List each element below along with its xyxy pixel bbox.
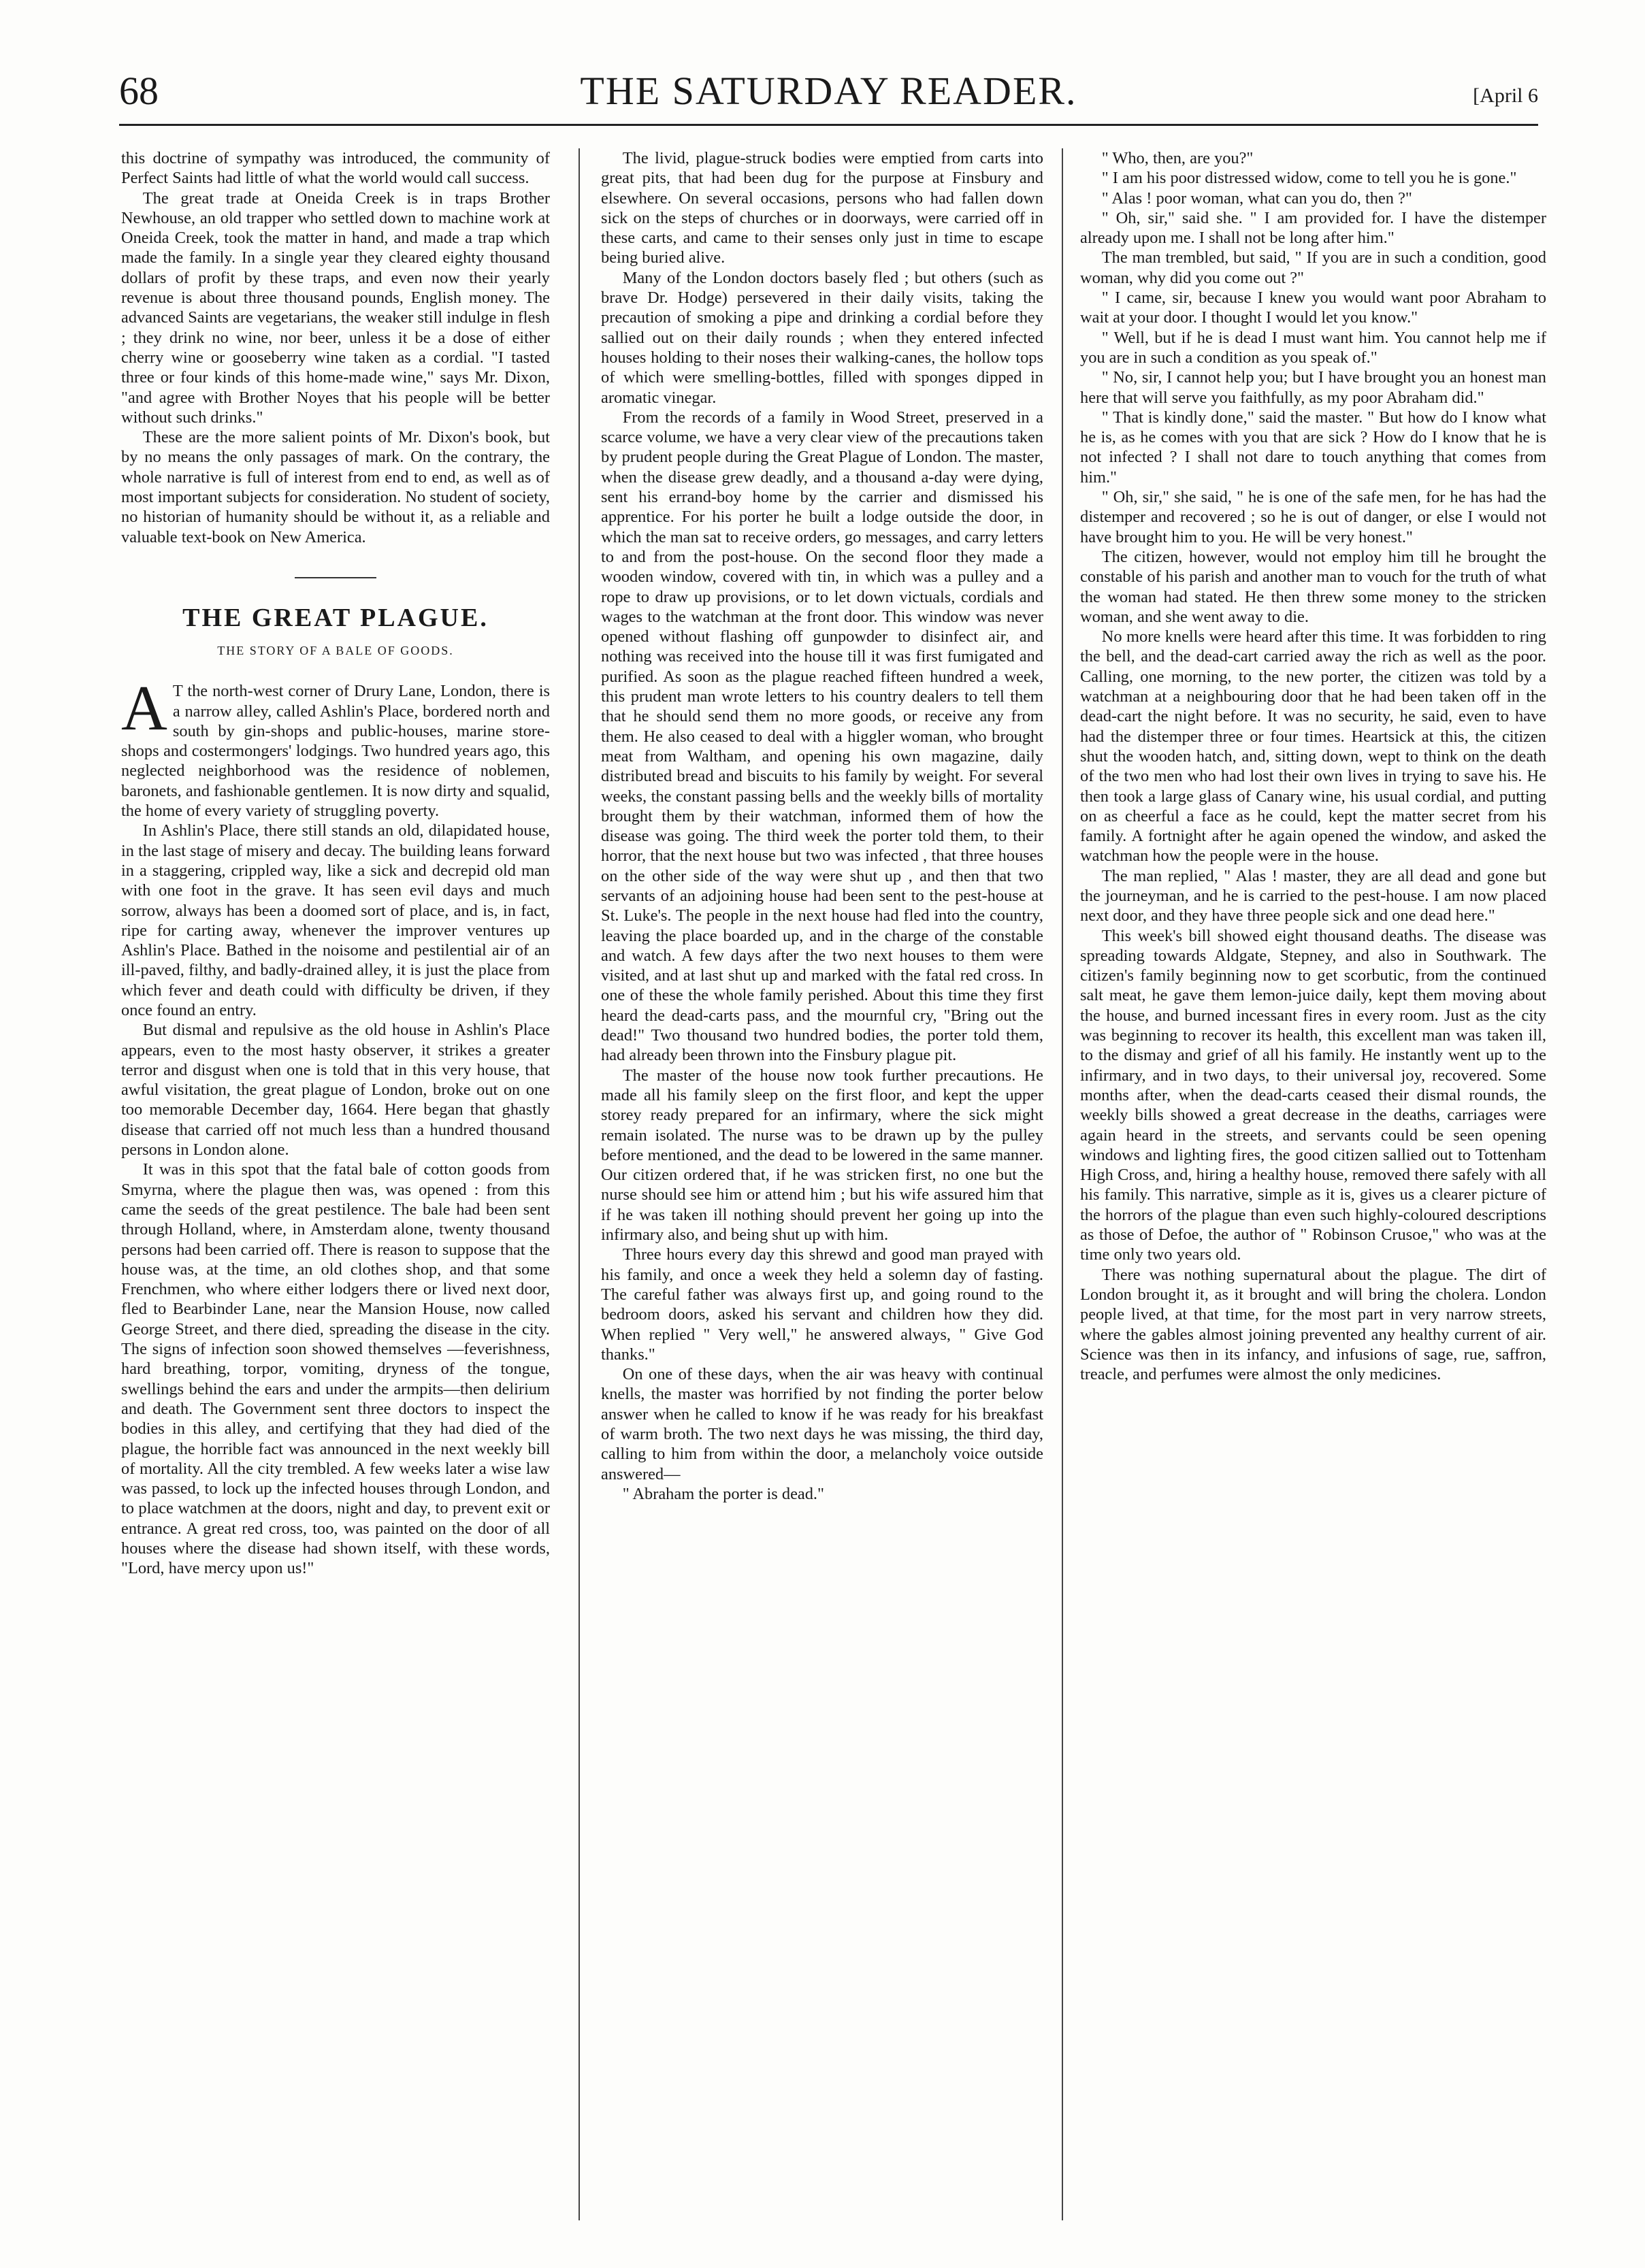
paragraph: " Who, then, are you?"	[1101, 149, 1254, 167]
article-title: THE GREAT PLAGUE.	[182, 603, 489, 632]
column-3	[1080, 148, 1546, 2227]
paragraph: These are the more salient points of Mr. Dixon's book, but by no means the only passages of mark. On the contrary, the whole narrative is full of interest from end to end, as well as of most important subjects for consideration. No student of society, no historian of humanity should be without it, as a reliable and valuable text-book on New America.	[121, 428, 550, 546]
paragraph: " Abraham the porter is dead."	[622, 1484, 824, 1503]
paragraph: But dismal and repulsive as the old house in Ashlin's Place appears, even to the most hasty observer, it strikes a greater terror and disgust when one is told that in this very house, that awful visitation, the great plague of London, broke out on one too memorable December day, 1664. Here began that ghastly disease that carried off not much less than a hundred thousand persons in London alone.	[121, 1021, 550, 1160]
paragraph: " Well, but if he is dead I must want him. You cannot help me if you are in such a condition as you speak of."	[1080, 328, 1546, 367]
paragraph: The man replied, " Alas ! master, they are all dead and gone but the journeyman, and he is carried to the pest-house. I am now placed next door, and they have three people sick and one dead here."	[1080, 866, 1546, 925]
paragraph: It was in this spot that the fatal bale of cotton goods from Smyrna, where the plague then was, was opened : from this came the seeds of the great pestilence. The bale had been sent through Holland, where, in Amsterdam alone, twenty thousand persons had been carried off. There is reason to suppose that the house was, at the time, an old clothes shop, and that some Frenchmen, who where either lodgers there or lived next door, fled to Bearbinder Lane, near the Mansion House, now called George Street, and there died, spreading the disease in the city. The signs of infection soon showed themselves —feverishness, hard breathing, torpor, vomiting, dryness of the tongue, swellings behind the ears and under the armpits—then delirium and death. The Government sent three doctors to inspect the bodies in this alley, and certifying that they had died of the plague, the horrible fact was announced in the next weekly bill of mortality. All the city trembled. A few weeks later a wise law was passed, to lock up the infected houses through London, and to place watchmen at the doors, night and day, to prevent exit or entrance. A great red cross, too, was painted on the door of all houses where the disease had shown itself, with these words, "Lord, have mercy upon us!"	[121, 1160, 550, 1578]
article-subtitle: THE STORY OF A BALE OF GOODS.	[217, 643, 454, 657]
paragraph: On one of these days, when the air was heavy with continual knells, the master was horrified by not finding the porter below answer when he called to know if he was ready for his breakfast of warm broth. The two next days he was missing, the third day, calling to him from within the door, a melancholy voice outside answered—	[601, 1365, 1043, 1483]
paragraph: The livid, plague-struck bodies were emptied from carts into great pits, that had been dug for the purpose at Finsbury and elsewhere. On several occasions, persons who had fallen down sick on the steps of churches or in doorways, were carried off in these carts, and came to their senses only just in time to escape being buried alive.	[601, 149, 1043, 267]
paragraph: There was nothing supernatural about the plague. The dirt of London brought it, as it brought and will bring the cholera. London people lived, at that time, for the most part in very narrow streets, where the gables almost joining prevented any healthy current of air. Science was then in its infancy, and infusions of sage, rue, saffron, treacle, and perfumes were almost the only medicines.	[1080, 1265, 1546, 1384]
running-title: THE SATURDAY READER.	[580, 69, 1077, 113]
paragraph: AT the north-west corner of Drury Lane, London, there is a narrow alley, called Ashlin's Place, bordered north and south by gin-shops and public-houses, marine store-shops and costermongers' lodgings. Two hundred years ago, this neglected neighborhood was the residence of noblemen, baronets, and fashionable gentlemen. It is now dirty and squalid, the home of every variety of struggling poverty.	[121, 673, 550, 821]
paragraph: No more knells were heard after this time. It was forbidden to ring the bell, and the dead-cart carried away the rich as well as the poor. Calling, one morning, to the new porter, the citizen was told by a watchman at a neighbouring door that he had been taken off in the dead-cart the night before. It was no security, he said, even to have had the distemper three or four times. Heartsick at this, the citizen shut the wooden hatch, and, sitting down, wept to think on the death of the two men who had lost their own lives in trying to save his. He then took a large glass of Canary wine, his usual cordial, and putting on as cheerful a face as he could, kept the matter secret from his family. A fortnight after he again opened the window, and asked the watchman how the people were in the house.	[1080, 627, 1546, 866]
paragraph: " Oh, sir," said she. " I am provided for. I have the distemper already upon me. I shall not be long after him."	[1080, 208, 1546, 248]
paragraph: " That is kindly done," said the master. " But how do I know what he is, as he comes with you that are sick ? How do I know that he is not infected ? I shall not dare to touch anything that comes from him."	[1080, 408, 1546, 487]
column-divider	[579, 148, 580, 2220]
paragraph: Three hours every day this shrewd and good man prayed with his family, and once a week they held a solemn day of fasting. The careful father was always first up, and going round to the bedroom doors, asked his servant and children how they did. When replied " Very well," he answered always, " Give God thanks."	[601, 1245, 1043, 1364]
header-rule	[119, 124, 1538, 126]
issue-date: [April 6	[1473, 84, 1538, 107]
column-divider	[1062, 148, 1063, 2220]
section-separator	[295, 577, 376, 578]
column-2	[601, 148, 1043, 2227]
paragraph: From the records of a family in Wood Street, preserved in a scarce volume, we have a very clear view of the precautions taken by prudent people during the Great Plague of London. The master, when the disease grew deadly, and a thousand a-day were dying, sent his errand-boy home by the carrier and dismissed his apprentice. For his porter he built a lodge outside the door, in which the man sat to receive orders, go messages, and carry letters to and from the post-house. On the second floor they made a wooden window, covered with tin, in which was a pulley and a rope to draw up provisions, or to let down victuals, cordials and wages to the watchman at the front door. This window was never opened without flashing off gunpowder to disinfect air, and nothing was received into the house till it was first fumigated and purified. As soon as the plague reached fifteen hundred a week, this prudent man wrote letters to his country dealers to tell them that he should send them no more goods, or receive any from them. He also ceased to deal with a higgler woman, who brought meat from Waltham, and opening his own magazine, daily distributed bread and biscuits to his family by weight. For several weeks, the constant passing bells and the weekly bills of mortality brought them by their watchman, informed them of how the disease was going. The third week the porter told them, to their horror, that the next house but two was infected , that three houses on the other side of the way were shut up , and then that two servants of an adjoining house had been sent to the pest-house at St. Luke's. The people in the next house had fled into the country, leaving the place boarded up, and in the charge of the constable and watch. A few days after the two next houses to them were visited, and at last shut up and marked with the fatal red cross. In one of these the whole family perished. About this time they first heard the dead-carts pass, and the mournful cry, "Bring out the dead!" Two thousand two hundred bodies, the porter told them, had already been thrown into the Finsbury plague pit.	[601, 408, 1043, 1065]
paragraph: " Oh, sir," she said, " he is one of the safe men, for he has had the distemper and recovered ; so he is out of danger, or else I would not have brought him to you. He will be very honest."	[1080, 488, 1546, 546]
paragraph: The citizen, however, would not employ him till he brought the constable of his parish and another man to vouch for the truth of what the woman had stated. He then threw some money to the stricken woman, and she went away to die.	[1080, 547, 1546, 626]
paragraph: " I came, sir, because I knew you would want poor Abraham to wait at your door. I thought I would let you know."	[1080, 289, 1546, 327]
paragraph: The great trade at Oneida Creek is in traps Brother Newhouse, an old trapper who settled down to machine work at Oneida Creek, took the matter in hand, and made a trap which made the family. In a single year they cleared eighty thousand dollars of profit by these traps, and even now their yearly revenue is about three thousand pounds, English money. The advanced Saints are vegetarians, the weaker still indulge in flesh ; they drink no wine, nor beer, unless it be a dose of either cherry wine or gooseberry wine taken as a cordial. "I tasted three or four kinds of this home-made wine," says Mr. Dixon, "and agree with Brother Noyes that his people will be better without such drinks."	[121, 188, 550, 427]
paragraph: this doctrine of sympathy was introduced, the community of Perfect Saints had little of what the world would call success.	[121, 149, 550, 188]
page-header	[119, 68, 1538, 122]
column-1	[121, 148, 550, 2227]
paragraph: Many of the London doctors basely fled ; but others (such as brave Dr. Hodge) persevered in their daily visits, taking the precaution of smoking a pipe and drinking a cordial before they sallied out on their daily rounds ; when they entered infected houses holding to their noses their walking-canes, the hollow tops of which were smelling-bottles, filled with sponges dipped in aromatic vinegar.	[601, 268, 1043, 407]
paragraph: The man trembled, but said, " If you are in such a condition, good woman, why did you come out ?"	[1080, 248, 1546, 287]
paragraph: In Ashlin's Place, there still stands an old, dilapidated house, in the last stage of misery and decay. The building leans forward in a staggering, crippled way, like a sick and decrepid old man with one foot in the grave. It has seen evil days and much sorrow, always has been a doomed sort of place, and is, in fact, ripe for carting away, whenever the improver ventures up Ashlin's Place. Bathed in the noisome and pestilential air of an ill-paved, filthy, and badly-drained alley, it is just the place from which fever and death could with difficulty be driven, if they once found an entry.	[121, 821, 550, 1019]
paragraph: " No, sir, I cannot help you; but I have brought you an honest man here that will serve you faithfully, as my poor Abraham did."	[1080, 368, 1546, 407]
paragraph: This week's bill showed eight thousand deaths. The disease was spreading towards Aldgate, Stepney, and also in Southwark. The citizen's family beginning now to get scorbutic, from the continued salt meat, he gave them lemon-juice daily, kept them moving about the house, and burned incessant fires in every room. Just as the city was beginning to recover its health, this excellent man was taken ill, to the dismay and grief of all his family. He instantly went up to the infirmary, and in two days, to their universal joy, recovered. Some months after, when the dead-carts ceased their dismal rounds, the weekly bills showed a great decrease in the deaths, carriages were again heard in the streets, and servants could be seen opening windows and lighting fires, the good citizen sallied out to Tottenham High Cross, and, hiring a healthy house, removed there safely with all his family. This narrative, simple as it is, gives us a clearer picture of the horrors of the plague than even such highly-coloured descriptions as those of Defoe, the author of " Robinson Crusoe," who was at the time only two years old.	[1080, 926, 1546, 1264]
paragraph: The master of the house now took further precautions. He made all his family sleep on the first floor, and kept the upper storey ready prepared for an infirmary, where the sick might remain isolated. The nurse was to be drawn up by the pulley before mentioned, and the dead to be lowered in the same manner. Our citizen ordered that, if he was stricken first, no one but the nurse should see him or attend him ; but his wife assured him that if he was taken ill nothing should prevent her going up into the infirmary also, and being shut up with him.	[601, 1066, 1043, 1245]
paragraph: " Alas ! poor woman, what can you do, then ?"	[1101, 188, 1412, 208]
page-number: 68	[119, 69, 159, 113]
paragraph: " I am his poor distressed widow, come to tell you he is gone."	[1101, 169, 1517, 188]
